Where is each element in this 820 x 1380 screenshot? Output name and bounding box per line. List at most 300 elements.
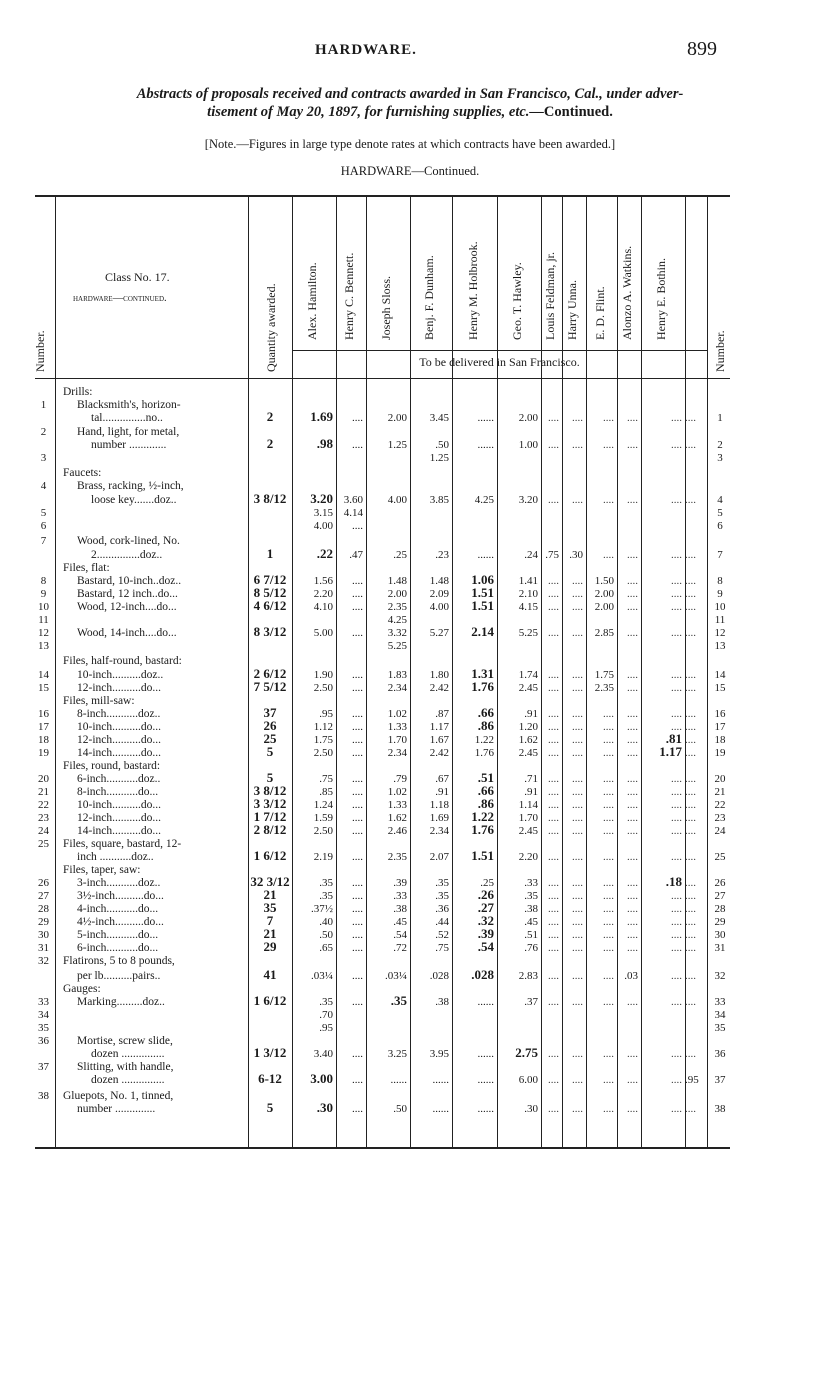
bid-value: .03¼ <box>311 970 333 982</box>
bid-value: .91 <box>524 708 538 720</box>
bid-value: .... <box>352 439 363 451</box>
bid-value: .75 <box>319 773 333 785</box>
row-description: loose key.......doz.. <box>91 494 177 506</box>
bid-value: 2.45 <box>518 747 538 759</box>
bid-value: .45 <box>393 916 407 928</box>
row-description: Gluepots, No. 1, tinned, <box>63 1090 174 1102</box>
empty-dots: .... <box>548 890 559 902</box>
quantity-awarded: 37 <box>263 705 277 720</box>
section-heading: HARDWARE. <box>315 42 417 58</box>
empty-dots: .... <box>603 734 614 746</box>
bidder-header-3: Joseph Sloss. <box>379 275 393 340</box>
empty-dots: .... <box>548 627 559 639</box>
empty-dots: .... <box>685 588 696 600</box>
empty-dots: .... <box>685 786 696 798</box>
empty-dots: .... <box>671 708 682 720</box>
bid-value: 6.00 <box>518 1074 538 1086</box>
empty-dots: .... <box>572 439 583 451</box>
bid-value: .91 <box>435 786 449 798</box>
bid-value: .50 <box>393 1103 407 1115</box>
empty-dots: .... <box>671 601 682 613</box>
row-number-right: 4 <box>717 494 723 506</box>
empty-dots: .... <box>548 825 559 837</box>
empty-dots: .... <box>548 721 559 733</box>
row-description: 4-inch...........do... <box>77 903 159 915</box>
bid-value: 3.15 <box>313 507 333 519</box>
row-number: 10 <box>38 601 49 613</box>
empty-dots: .... <box>603 970 614 982</box>
empty-dots: .... <box>548 970 559 982</box>
empty-dots: .... <box>685 721 696 733</box>
row-description: Files, flat: <box>63 562 110 574</box>
quantity-awarded: 8 3/12 <box>253 624 287 639</box>
empty-dots: .... <box>548 1074 559 1086</box>
bid-value: .54 <box>393 929 407 941</box>
bid-value: .028 <box>429 970 449 982</box>
empty-dots: .... <box>685 851 696 863</box>
empty-dots: .... <box>671 575 682 587</box>
row-number-right: 36 <box>714 1048 726 1060</box>
quantity-awarded: 5 <box>266 1100 274 1115</box>
row-number-right: 38 <box>714 1103 726 1115</box>
bid-value: 1.22 <box>471 809 494 824</box>
empty-dots: .... <box>603 494 614 506</box>
row-number: 14 <box>38 669 49 681</box>
empty-dots: .... <box>627 575 638 587</box>
bid-value: 5.25 <box>518 627 538 639</box>
bid-value: .... <box>352 890 363 902</box>
bid-value: .40 <box>319 916 333 928</box>
empty-dots: .... <box>572 877 583 889</box>
row-number-right: 30 <box>714 929 726 941</box>
empty-dots: .... <box>671 669 682 681</box>
bid-value: .50 <box>435 439 449 451</box>
empty-dots: .... <box>627 682 638 694</box>
row-number-right: 32 <box>714 970 726 982</box>
bid-value: .... <box>352 1103 363 1115</box>
empty-dots: .... <box>572 747 583 759</box>
row-description: number ............. <box>91 439 167 451</box>
bid-value: .98 <box>316 436 333 451</box>
row-description: Files, half-round, bastard: <box>63 655 182 667</box>
bid-value: ...... <box>477 1103 494 1115</box>
empty-dots: .... <box>671 773 682 785</box>
bid-value: 1.31 <box>471 666 494 681</box>
bid-value: .35 <box>524 890 538 902</box>
bid-value: .39 <box>477 926 494 941</box>
row-description: 5-inch...........do... <box>77 929 159 941</box>
row-number-right: 21 <box>714 786 726 798</box>
bid-value: 1.76 <box>474 747 494 759</box>
bid-value: .86 <box>477 796 494 811</box>
row-number-right: 13 <box>714 640 726 652</box>
bid-value: .37 <box>524 996 538 1008</box>
bid-value: .37½ <box>311 903 333 915</box>
row-description: 8-inch...........do... <box>77 786 159 798</box>
quantity-awarded: 2 <box>266 436 274 451</box>
empty-dots: .... <box>603 851 614 863</box>
quantity-awarded: 6 7/12 <box>253 572 287 587</box>
bid-value: 3.32 <box>387 627 407 639</box>
row-number-right: 37 <box>714 1074 726 1086</box>
bidder-header-11: Henry E. Bothin. <box>654 258 668 340</box>
row-number-right: 23 <box>714 812 726 824</box>
quantity-awarded: 4 6/12 <box>253 598 287 613</box>
empty-dots: .... <box>627 669 638 681</box>
quantity-awarded: 1 3/12 <box>253 1045 287 1060</box>
empty-dots: .... <box>627 877 638 889</box>
quantity-awarded: 32 3/12 <box>250 874 290 889</box>
quantity-awarded: 1 7/12 <box>253 809 287 824</box>
bid-value: 1.67 <box>429 734 449 746</box>
bid-value: 1.80 <box>429 669 449 681</box>
empty-dots: .... <box>627 890 638 902</box>
title-continued: Continued. <box>543 104 613 120</box>
quantity-awarded: 5 <box>266 770 274 785</box>
bid-value: .... <box>352 721 363 733</box>
bid-value: 2.34 <box>387 682 407 694</box>
bid-value: 1.02 <box>387 786 407 798</box>
bid-value: .72 <box>393 942 407 954</box>
row-description: Files, taper, saw: <box>63 864 141 876</box>
bid-value: 2.09 <box>429 588 449 600</box>
bid-value: 1.00 <box>518 439 538 451</box>
empty-dots: .... <box>603 1048 614 1060</box>
row-description: inch ...........doz.. <box>77 851 154 863</box>
bid-value: .66 <box>477 705 494 720</box>
empty-dots: .... <box>572 929 583 941</box>
empty-dots: .... <box>572 825 583 837</box>
empty-dots: .... <box>572 588 583 600</box>
row-number: 8 <box>40 575 47 587</box>
empty-dots: .... <box>603 786 614 798</box>
row-number-right: 22 <box>714 799 726 811</box>
quantity-awarded: 3 8/12 <box>253 491 287 506</box>
bid-value: 3.25 <box>387 1048 407 1060</box>
empty-dots: .... <box>548 708 559 720</box>
bid-value: 2.00 <box>387 412 407 424</box>
row-number: 22 <box>38 799 49 811</box>
empty-dots: .... <box>671 1103 682 1115</box>
bidder-header-5: Henry M. Holbrook. <box>465 241 480 340</box>
empty-dots: .... <box>685 799 696 811</box>
empty-dots: .... <box>627 903 638 915</box>
row-description: 12-inch..........do... <box>77 812 162 824</box>
bid-value: 1.69 <box>429 812 449 824</box>
bid-value: 1.18 <box>429 799 449 811</box>
empty-dots: .... <box>603 708 614 720</box>
bid-value: 1.14 <box>518 799 538 811</box>
empty-dots: .... <box>572 601 583 613</box>
bid-value: 2.00 <box>594 601 614 613</box>
bid-value: 1.50 <box>594 575 614 587</box>
empty-dots: .... <box>685 877 696 889</box>
empty-dots: .... <box>548 682 559 694</box>
empty-dots: .... <box>548 669 559 681</box>
row-description: 4½-inch..........do... <box>77 916 164 928</box>
bid-value: .91 <box>524 786 538 798</box>
row-description: 10-inch..........do... <box>77 799 162 811</box>
row-number: 4 <box>40 480 47 492</box>
empty-dots: .... <box>671 890 682 902</box>
empty-dots: .... <box>685 1048 696 1060</box>
row-number-right: 18 <box>714 734 726 746</box>
empty-dots: .... <box>603 890 614 902</box>
note: [Note.—Figures in large type denote rates at which contracts have been awarded.] <box>204 137 616 151</box>
row-number-right: 12 <box>714 627 726 639</box>
row-number: 38 <box>38 1090 49 1102</box>
bid-value: .... <box>352 877 363 889</box>
row-number: 37 <box>38 1061 49 1073</box>
bid-value: 2.20 <box>313 588 333 600</box>
empty-dots: .... <box>685 773 696 785</box>
bid-value: 1.48 <box>429 575 449 587</box>
bid-value: .50 <box>319 929 333 941</box>
empty-dots: .... <box>627 812 638 824</box>
row-number: 33 <box>38 996 49 1008</box>
row-number: 31 <box>38 942 49 954</box>
empty-dots: .... <box>671 929 682 941</box>
row-number: 11 <box>38 614 49 626</box>
bid-value: 2.00 <box>387 588 407 600</box>
bid-value: .... <box>352 773 363 785</box>
empty-dots: .... <box>572 1074 583 1086</box>
empty-dots: .... <box>671 942 682 954</box>
bid-value: .45 <box>524 916 538 928</box>
bid-value: 2.00 <box>594 588 614 600</box>
quantity-awarded: 21 <box>263 926 277 941</box>
number-header: Number. <box>33 330 47 372</box>
row-number: 16 <box>38 708 49 720</box>
bidder-header-4: Benj. F. Dunham. <box>422 255 436 340</box>
empty-dots: .... <box>603 721 614 733</box>
bid-value: 1.75 <box>594 669 614 681</box>
bid-value: .22 <box>316 546 333 561</box>
empty-dots: .... <box>685 1103 696 1115</box>
bid-value: 1.76 <box>471 822 494 837</box>
row-number-right: 3 <box>717 452 723 464</box>
empty-dots: .... <box>603 799 614 811</box>
row-description: 6-inch...........doz.. <box>77 773 161 785</box>
empty-dots: .... <box>603 773 614 785</box>
empty-dots: .... <box>603 412 614 424</box>
bid-value: ...... <box>432 1103 449 1115</box>
bid-value: 1.06 <box>471 572 494 587</box>
bid-value: 5.27 <box>429 627 449 639</box>
row-description: 14-inch..........do... <box>77 747 162 759</box>
bid-value: ...... <box>432 1074 449 1086</box>
bid-value: 3.40 <box>313 1048 333 1060</box>
delivered-rule <box>292 350 707 351</box>
row-number: 32 <box>38 955 49 967</box>
empty-dots: .... <box>548 734 559 746</box>
bidder-header-10: Alonzo A. Watkins. <box>620 245 634 340</box>
bid-value: .33 <box>393 890 407 902</box>
bid-value: .... <box>352 669 363 681</box>
empty-dots: .... <box>671 682 682 694</box>
empty-dots: .... <box>671 903 682 915</box>
empty-dots: .... <box>548 1103 559 1115</box>
empty-dots: .... <box>685 903 696 915</box>
bid-value: 1.62 <box>518 734 538 746</box>
bid-value: ...... <box>477 412 494 424</box>
row-number: 30 <box>38 929 49 941</box>
empty-dots: .... <box>627 721 638 733</box>
empty-dots: .... <box>572 903 583 915</box>
empty-dots: .... <box>572 708 583 720</box>
bid-value: .54 <box>477 939 494 954</box>
row-description: 6-inch...........do... <box>77 942 159 954</box>
row-number-right: 8 <box>717 575 723 587</box>
empty-dots: .... <box>671 721 682 733</box>
empty-dots: .... <box>572 575 583 587</box>
bid-value: 2.45 <box>518 682 538 694</box>
bid-value: 3.20 <box>518 494 538 506</box>
bid-value: .03 <box>624 970 638 982</box>
row-description: 14-inch..........do... <box>77 825 162 837</box>
empty-dots: .... <box>572 942 583 954</box>
row-number: 2 <box>40 426 47 438</box>
quantity-awarded: 7 5/12 <box>253 679 287 694</box>
bid-value: .... <box>352 588 363 600</box>
empty-dots: .... <box>548 903 559 915</box>
empty-dots: .... <box>548 799 559 811</box>
bid-value: 2.46 <box>387 825 407 837</box>
row-number: 7 <box>40 535 47 547</box>
empty-dots: .... <box>603 916 614 928</box>
empty-dots: .... <box>671 996 682 1008</box>
number-header-right: Number. <box>713 330 727 372</box>
empty-dots: .... <box>627 1048 638 1060</box>
bid-value: 1.56 <box>313 575 333 587</box>
row-description: 10-inch..........do... <box>77 721 162 733</box>
row-number: 12 <box>38 627 49 639</box>
delivered-label: To be delivered in San Francisco. <box>419 355 580 369</box>
empty-dots: .... <box>572 890 583 902</box>
bid-value: .38 <box>524 903 538 915</box>
empty-dots: .... <box>685 734 696 746</box>
bid-value: 2.85 <box>594 627 614 639</box>
row-number: 13 <box>38 640 49 652</box>
bid-value: 1.48 <box>387 575 407 587</box>
row-description: Drills: <box>63 386 93 398</box>
empty-dots: .... <box>685 601 696 613</box>
row-number: 35 <box>38 1022 49 1034</box>
row-number: 21 <box>38 786 49 798</box>
row-description: Wood, 14-inch....do... <box>77 627 177 639</box>
bid-value: .23 <box>435 549 449 561</box>
row-number: 1 <box>40 399 47 411</box>
empty-dots: .... <box>627 1074 638 1086</box>
bid-value: 1.62 <box>387 812 407 824</box>
bid-value: 2.34 <box>387 747 407 759</box>
row-number-right: 9 <box>717 588 723 600</box>
bid-value: 2.50 <box>313 747 333 759</box>
empty-dots: .... <box>572 970 583 982</box>
row-description: 12-inch..........do... <box>77 734 162 746</box>
bid-value: 2.50 <box>313 682 333 694</box>
row-description: Marking.........doz.. <box>77 996 165 1008</box>
bid-value: .24 <box>524 549 538 561</box>
bid-value: .... <box>352 825 363 837</box>
empty-dots: .... <box>685 890 696 902</box>
empty-dots: .... <box>685 575 696 587</box>
row-number: 18 <box>38 734 49 746</box>
bid-value: 1.20 <box>518 721 538 733</box>
bid-value: ...... <box>477 1074 494 1086</box>
empty-dots: .... <box>627 799 638 811</box>
bid-value: .71 <box>524 773 538 785</box>
empty-dots: .... <box>685 916 696 928</box>
row-number: 34 <box>38 1009 49 1021</box>
bid-value: .38 <box>435 996 449 1008</box>
empty-dots: .... <box>548 601 559 613</box>
empty-dots: .... <box>685 825 696 837</box>
bid-value: .87 <box>435 708 449 720</box>
bid-value: .52 <box>435 929 449 941</box>
row-description: Mortise, screw slide, <box>77 1035 173 1047</box>
bid-value: .... <box>352 575 363 587</box>
bid-value: 2.10 <box>518 588 538 600</box>
empty-dots: .... <box>671 970 682 982</box>
quantity-awarded: 41 <box>263 967 277 982</box>
empty-dots: .... <box>572 734 583 746</box>
row-description: Files, mill-saw: <box>63 695 135 707</box>
bid-value: ...... <box>477 439 494 451</box>
row-number: 26 <box>38 877 49 889</box>
header-rule <box>35 378 730 379</box>
empty-dots: .... <box>627 549 638 561</box>
empty-dots: .... <box>685 412 696 424</box>
bid-value: 3.45 <box>429 412 449 424</box>
empty-dots: .... <box>685 708 696 720</box>
empty-dots: .... <box>572 812 583 824</box>
empty-dots: .... <box>572 682 583 694</box>
bid-value: 5.25 <box>387 640 407 652</box>
table-top-rule <box>35 195 730 197</box>
row-number: 5 <box>40 507 47 519</box>
class-sublabel: hardware—continued. <box>73 293 167 304</box>
title-line-1: Abstracts of proposals received and contracts awarded in San Francisco, Cal., under adver- <box>136 86 684 102</box>
empty-dots: .... <box>548 412 559 424</box>
empty-dots: .... <box>671 799 682 811</box>
row-description: Files, round, bastard: <box>63 760 161 772</box>
row-number: 25 <box>38 838 49 850</box>
empty-dots: .... <box>627 734 638 746</box>
column-rule <box>707 195 708 1147</box>
row-number-right: 11 <box>714 614 726 626</box>
empty-dots: .... <box>572 627 583 639</box>
class-label: Class No. 17. <box>105 270 170 284</box>
bid-value: 1.70 <box>387 734 407 746</box>
bid-value: 2.35 <box>387 601 407 613</box>
bid-value: .51 <box>477 770 494 785</box>
bid-value: 2.42 <box>429 747 449 759</box>
bid-value: 1.25 <box>429 452 449 464</box>
bid-value: .35 <box>319 996 333 1008</box>
row-number-right: 19 <box>714 747 726 759</box>
empty-dots: .... <box>603 929 614 941</box>
bid-value: .... <box>352 520 363 532</box>
empty-dots: .... <box>685 970 696 982</box>
empty-dots: .... <box>548 439 559 451</box>
bid-value: .51 <box>524 929 538 941</box>
row-number-right: 16 <box>714 708 726 720</box>
empty-dots: .... <box>603 825 614 837</box>
quantity-awarded: 6-12 <box>258 1071 282 1086</box>
quantity-awarded: 25 <box>263 731 277 746</box>
bid-value: 1.12 <box>313 721 333 733</box>
